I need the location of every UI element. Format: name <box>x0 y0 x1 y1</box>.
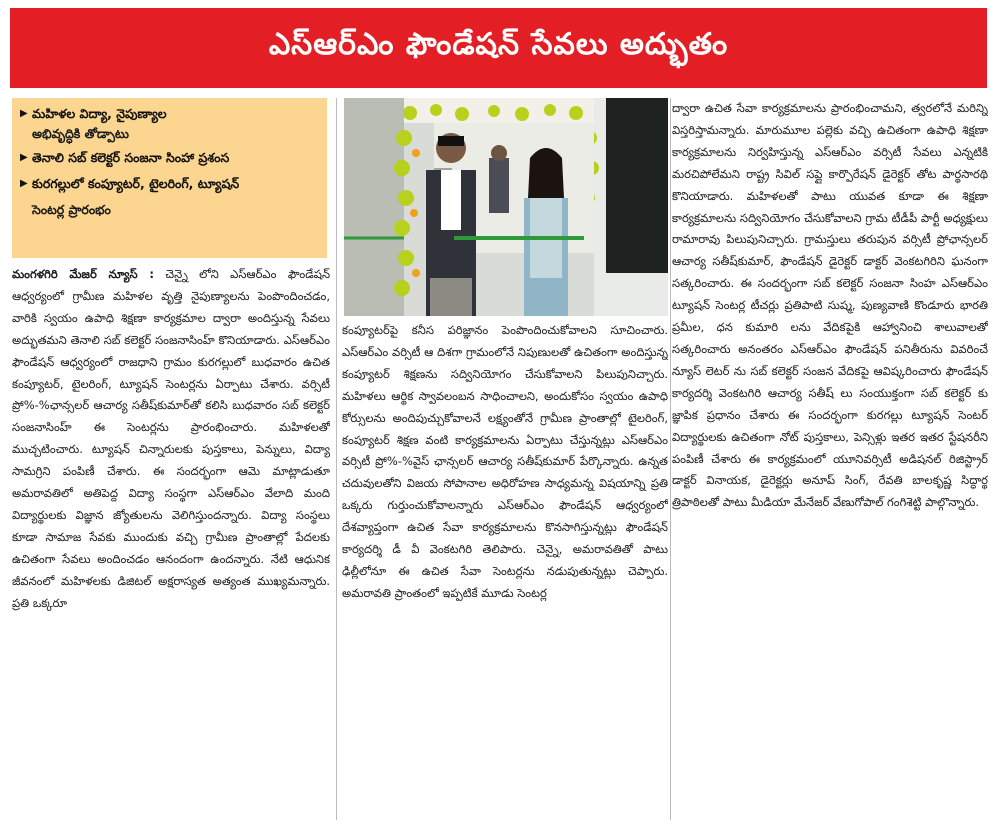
article-text: కంప్యూటర్‌పై కనీస పరిజ్ఞానం పెంపొందించుకోవాలని సూచించారు. ఎస్ఆర్ఎం వర్సిటీ ఆ దిశగా గ్రామంలోనే నిపుణులతో ఉచితంగా అందిస్తున్న కంప్యూటర్ శిక్షణను సద్వినియోగం చేసుకోవాలని పిలుపునిచ్చారు. మహిళలు ఆర్థిక స్వావలంబన సాధించాలని, అందుకోసం స్వయం ఉపాధి కోర్సులను అందిపుచ్చుకోవాలనే లక్ష్యంతోనే గ్రామీణ ప్రాంతాల్లో టైలరింగ్, కంప్యూటర్ శిక్షణ వంటి కార్యక్రమాలను ఏర్పాటు చేస్తున్నట్లు ఎస్ఆర్ఎం వర్సిటీ ప్రో%-%వైస్ ఛాన్సలర్ ఆచార్య సతీష్‌కుమార్ పేర్కొన్నారు. ఉన్నత చదువులతోని విజయ సోపానాల అధిరోహణ సాధ్యమన్న విషయాన్ని ప్రతి ఒక్కరు గుర్తుంచుకోవాలన్నారు ఎస్ఆర్ఎం ఫౌండేషన్ ఆధ్వర్యంలో దేశవ్యాప్తంగా ఉచిత సేవా కార్యక్రమాలను కొనసాగిస్తున్నట్లు ఫౌండేషన్ కార్యదర్శి డీ వీ వెంకటగిరి తెలిపారు. చెన్నై, అమరావతితో పాటు ఢిల్లీలోనూ ఈ ఉచిత సేవా సెంటర్లను నడుపుతున్నట్లు చెప్పారు. అమరావతి ప్రాంతంలో ఇప్పటికే మూడు సెంటర్ల <box>342 323 668 600</box>
article-column-1 <box>12 264 330 820</box>
article-text: చెన్నై లోని ఎస్ఆర్ఎం ఫౌండేషన్ ఆధ్వర్యంలో గ్రామీణ మహిళల వృత్తి నైపుణ్యాలను పెంపొందించడం, వారికి స్వయం ఉపాధి శిక్షణా కార్యక్రమాల ద్వారా అందిస్తున్న సేవలు అద్భుతమని తెనాలి సబ్ కలెక్టర్ సంజనాసింహ్ కొనియాడారు. ఎస్ఆర్ఎం ఫౌండేషన్ ఆధ్వర్యంలో రాజధాని గ్రామం కురగల్లులో బుధవారం ఉచిత కంప్యూటర్, టైలరింగ్, ట్యూషన్ సెంటర్లను ఏర్పాటు చేశారు. వర్సిటీ ప్రో%-%ఛాన్సలర్ ఆచార్య సతీష్‌కుమార్‌తో కలిసి బుధవారం సబ్ కలెక్టర్ సంజనాసింహ్ ఈ సెంటర్లను ప్రారంభించారు. మహిళలతో ముచ్చటించారు. ట్యూషన్ చిన్నారులకు పుస్తకాలు, పెన్నులు, విద్యా సామగ్రిని పంపిణీ చేశారు. ఈ సందర్భంగా ఆమె మాట్లాడుతూ అమరావతిలో అతిపెద్ద విద్యా సంస్థగా ఎస్ఆర్ఎం వేలాది మంది విద్యార్థులకు విజ్ఞాన జ్యోతులను వెలిగిస్తుందన్నారు. విద్యా సంస్థలు కూడా సామాజ సేవకు ముందుకు వచ్చి గ్రామీణ ప్రాంతాల్లో పేదలకు ఉచితంగా సేవలు అందించడం ఆనందంగా ఉందన్నారు. నేటి ఆధునిక జీవనంలో మహిళలకు డిజిటల్ అక్షరాస్యత అత్యంత ముఖ్యమన్నారు. ప్రతి ఒక్కరూ <box>12 267 330 610</box>
highlight-item <box>20 148 319 168</box>
event-photo <box>344 98 668 316</box>
highlight-text: తెనాలి సబ్ కలెక్టర్ సంజనా సింహా ప్రశంస <box>32 150 230 165</box>
article-column-3 <box>672 98 988 820</box>
highlight-text: కురగల్లులో కంప్యూటర్, టైలరింగ్, ట్యూషన్ <box>32 176 240 191</box>
highlight-text: సెంటర్ల ప్రారంభం <box>32 202 111 217</box>
article-column-2 <box>342 320 668 820</box>
highlight-item <box>20 104 319 124</box>
highlight-text: అభివృద్ధికి తోడ్పాటు <box>32 126 129 141</box>
triangle-bullet-icon: ▶ <box>20 108 28 119</box>
headline-banner <box>10 8 987 88</box>
article-text: ద్వారా ఉచిత సేవా కార్యక్రమాలను ప్రారంభించామని, త్వరలోనే మరిన్ని విస్తరిస్తామన్నారు. మారుమూల పల్లెకు వచ్చి ఉచితంగా ఉపాధి శిక్షణా కార్యక్రమాలను నిర్వహిస్తున్న ఎస్ఆర్ఎం వర్సిటీ సేవలు ఎన్నటికి మరచిపోలేమని రాష్ట్ర సివిల్ సప్లై కార్పొరేషన్ డైరెక్టర్ తోట పార్థసారథి కొనియాడారు. మహిళలతో పాటు యువత కూడా ఈ శిక్షణా కార్యక్రమాలను సద్వినియోగం చేసుకోవాలని గ్రామ టీడీపీ పార్టీ అధ్యక్షులు రామారావు పిలుపునిచ్చారు. గ్రామస్తులు తరుపున వర్సిటీ ప్రోఛాన్సలర్ ఆచార్య సతీష్‌కుమార్, ఫౌండేషన్ డైరెక్టర్ డాక్టర్ వెంకటగిరిని ఘనంగా సత్కరించారు. ఈ సందర్భంగా సబ్ కలెక్టర్ సంజనా సింహ ఎస్ఆర్ఎం ట్యూషన్ సెంటర్ల టీచర్లు ప్రతిపాటి సుష్మ, పుణ్యవాణి కొండూరు భారతి ప్రమీల, ధన కుమారి లను వేదికపైకి ఆహ్వానించి శాలువాలతో సత్కరించారు అనంతరం ఎస్ఆర్ఎం ఫౌండేషన్ పనితీరును వివరించే న్యూస్ లెటర్ ను సబ్ కలెక్టర్ సంజన వేదికపై ఆవిష్కరించారు ఫౌండేషన్ కార్యదర్శి వెంకటగిరి ఆచార్య సతీష్ లు సంయుక్తంగా సబ్ కలెక్టర్ కు జ్ఞాపిక ప్రధానం చేశారు ఈ సందర్భంగా కురగల్లు ట్యూషన్ సెంటర్ విద్యార్థులకు ఉచితంగా నోట్ పుస్తకాలు, పెన్సిళ్లు ఇతర ఇతర స్టేషనరీని పంపిణీ చేశారు ఈ కార్యక్రమంలో యూనివర్సిటీ అడిషనల్ రిజిస్ట్రార్ డాక్టర్ వినాయక, డైరెక్టర్లు అనూప్ సింగ్, రేవతి బాలకృష్ణ సిద్ధార్థ త్రిపాఠిలతో పాటు మీడియా మేనేజర్ వేణుగోపాల్ గంగిశెట్టి పాల్గొన్నారు. <box>672 101 988 510</box>
headline: ఎస్‌ఆర్‌ఎం ఫౌండేషన్ సేవలు అద్భుతం <box>268 27 729 62</box>
dateline: మంగళగిరి మేజర్ న్యూస్ : <box>12 267 154 281</box>
highlights-box <box>12 98 327 258</box>
ribbon-cutting-illustration <box>344 98 668 316</box>
column-divider <box>336 98 337 820</box>
highlight-item <box>20 174 319 194</box>
triangle-bullet-icon: ▶ <box>20 152 28 163</box>
highlight-text: మహిళల విద్యా, నైపుణ్యాల <box>32 106 167 121</box>
triangle-bullet-icon: ▶ <box>20 178 28 189</box>
column-divider <box>670 98 671 820</box>
